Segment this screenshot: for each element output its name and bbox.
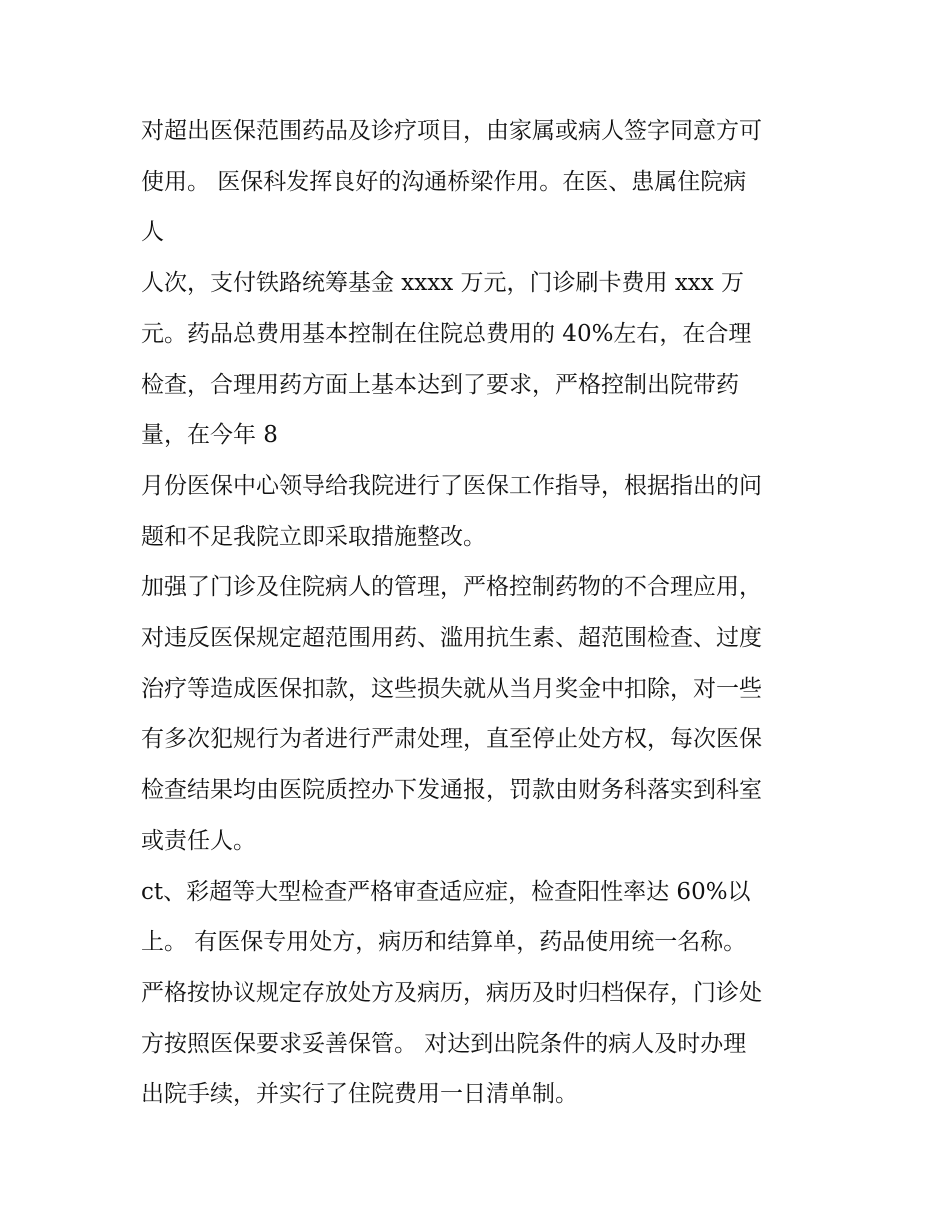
text-line: 检查，合理用药方面上基本达到了要求，严格控制出院带药 (141, 371, 739, 398)
text-line: 人次，支付铁路统筹基金 xxxx 万元，门诊刷卡费用 xxx 万 (141, 270, 745, 297)
text-line: 严格按协议规定存放处方及病历，病历及时归档保存，门诊处 (141, 979, 762, 1006)
text-line: 元。药品总费用基本控制在住院总费用的 40%左右，在合理 (141, 320, 752, 347)
text-line: 检查结果均由医院质控办下发通报，罚款由财务科落实到科室 (141, 777, 762, 804)
text-line: 加强了门诊及住院病人的管理，严格控制药物的不合理应用， (141, 574, 762, 601)
text-line: ct、彩超等大型检查严格审查适应症，检查阳性率达 60%以 (141, 878, 751, 905)
text-line: 月份医保中心领导给我院进行了医保工作指导，根据指出的问 (141, 472, 762, 499)
text-line: 治疗等造成医保扣款，这些损失就从当月奖金中扣除，对一些 (141, 675, 762, 702)
text-line: 对违反医保规定超范围用药、滥用抗生素、超范围检查、过度 (141, 625, 762, 652)
text-line: 量，在今年 8 (141, 422, 278, 449)
text-line: 方按照医保要求妥善保管。 对达到出院条件的病人及时办理 (141, 1030, 747, 1057)
text-line: 有多次犯规行为者进行严肃处理，直至停止处方权，每次医保 (141, 726, 762, 753)
text-line: 或责任人。 (141, 827, 256, 854)
text-line: 上。 有医保专用处方，病历和结算单，药品使用统一名称。 (141, 929, 747, 956)
document-body (141, 106, 831, 1120)
text-line: 对超出医保范围药品及诊疗项目，由家属或病人签字同意方可 (141, 118, 762, 144)
text-line: 题和不足我院立即采取措施整改。 (141, 523, 486, 550)
text-line: 出院手续，并实行了住院费用一日清单制。 (141, 1081, 578, 1108)
text-line: 人 (141, 219, 164, 246)
text-line: 使用。 医保科发挥良好的沟通桥梁作用。在医、患属住院病 (141, 168, 747, 195)
